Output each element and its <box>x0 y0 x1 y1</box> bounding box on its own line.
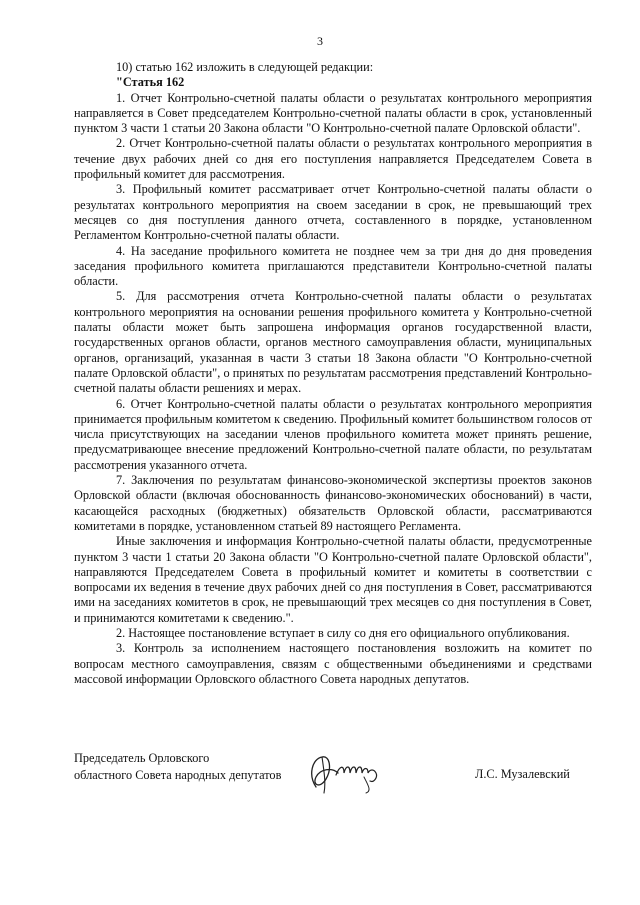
signatory-name: Л.С. Музалевский <box>475 767 570 781</box>
signatory-title-line-1: Председатель Орловского <box>74 751 210 765</box>
paragraph-intro: 10) статью 162 изложить в следующей редакции: <box>116 60 374 74</box>
signatory-title <box>74 750 281 784</box>
document-body <box>74 60 592 687</box>
paragraph-6: 6. Отчет Контрольно-счетной палаты области о результатах контрольного мероприятия принимается профильным комитетом к сведению. Профильный комитет большинством голосов от числа присутствующих на заседании членов профильного комитета может принять решение, предусматривающее внесение предложений Контрольно-счетной палате области, по результатам рассмотрения указанного отчета. <box>74 396 592 472</box>
paragraph-4: 4. На заседание профильного комитета не позднее чем за три дня до дня проведения заседания профильного комитета приглашаются представители Контрольно-счетной палаты области. <box>74 243 592 289</box>
paragraph-5: 5. Для рассмотрения отчета Контрольно-счетной палаты области о результатах контрольного мероприятия на основании решения профильного комитета у Контрольно-счетной палаты области может быть запрошена информация органов государственной власти, государственных органов области, органов местного самоуправления области, муниципальных органов, организаций, указанная в части 3 статьи 18 Закона области "О Контрольно-счетной палате Орловской области", о принятых по результатам рассмотрения представлений Контрольно-счетной палаты области решениях и мерах. <box>74 289 592 396</box>
paragraph-1: 1. Отчет Контрольно-счетной палаты области о результатах контрольного мероприятия направляется в Совет председателем Контрольно-счетной палаты области в срок, установленный пунктом 3 части 1 статьи 20 Закона области "О Контрольно-счетной палате Орловской области". <box>74 90 592 136</box>
clause-2: 2. Настоящее постановление вступает в силу со дня его официального опубликования. <box>116 625 570 640</box>
clause-3: 3. Контроль за исполнением настоящего постановления возложить на комитет по вопросам местного самоуправления, связям с общественными объединениями и средствами массовой информации Орловского областного Совета народных депутатов. <box>74 641 592 686</box>
article-heading: "Статья 162 <box>116 75 185 90</box>
paragraph-7: 7. Заключения по результатам финансово-экономической экспертизы проектов законов Орловской области (включая обоснованность финансово-экономических обоснований) в части, касающейся расходных (бюджетных) обязательств Орловской области, рассматриваются комитетами в порядке, установленном статьей 89 настоящего Регламента. <box>74 473 592 533</box>
signatory-title-line-2: областного Совета народных депутатов <box>74 768 282 782</box>
paragraph-2: 2. Отчет Контрольно-счетной палаты области о результатах контрольного мероприятия в течение двух рабочих дней со дня его поступления направляется Председателем Совета в профильный комитет для рассмотрения. <box>74 136 592 182</box>
handwritten-signature <box>302 747 394 797</box>
paragraph-other-conclusions: Иные заключения и информация Контрольно-счетной палаты области, предусмотренные пунктом 3 части 1 статьи 20 Закона области "О Контрольно-счетной палате Орловской области", направляются Председателем Совета в профильный комитет и комитеты в соответствии с вопросами их ведения в течение двух рабочих дней со дня поступления в Совет, рассматриваются ими на заседаниях комитетов в срок, не превышающий трех месяцев со дня поступления в Совет, и принимаются комитетами к сведению.". <box>74 534 592 625</box>
paragraph-3: 3. Профильный комитет рассматривает отчет Контрольно-счетной палаты области о результатах контрольного мероприятия на своем заседании в срок, не превышающий трех месяцев со дня поступления данного отчета, составленного в порядке, установленном Регламентом Контрольно-счетной палаты области. <box>74 182 592 243</box>
page-number: 3 <box>317 34 323 48</box>
